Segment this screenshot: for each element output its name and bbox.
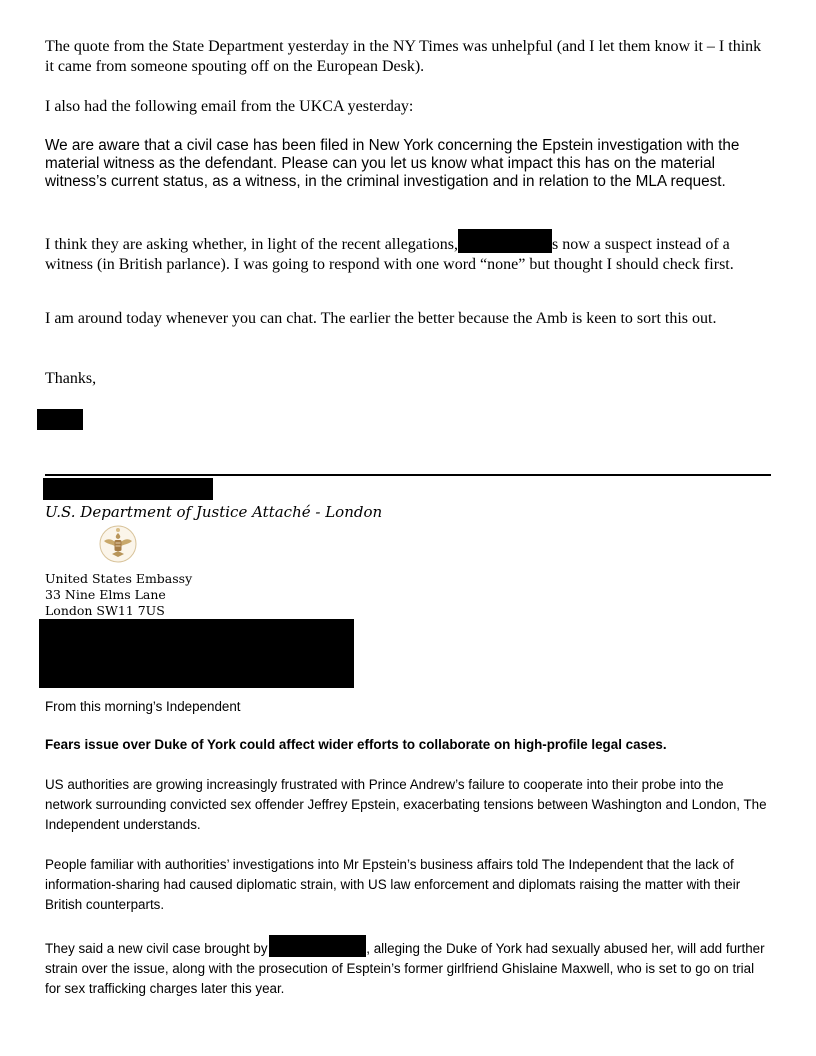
article-paragraph-2: People familiar with authorities’ investigations into Mr Epstein’s business affairs told The Independent that the lack of information-sharing had caused diplomatic strain, with US law enforcement and diplomats raising the matter with their British counterparts. <box>45 857 741 912</box>
signature-divider <box>45 474 771 476</box>
quoted-ukca-email: We are aware that a civil case has been filed in New York concerning the Epstein investigation with the material witness as the defendant. Please can you let us know what impact this has on the material witness’s current status, as a witness, in the criminal investigation and in relation to the MLA request. <box>45 137 740 190</box>
signature-title: U.S. Department of Justice Attaché - London <box>45 503 383 521</box>
redaction-box-name <box>43 478 213 500</box>
embassy-address <box>45 571 192 619</box>
email-paragraph-3-end: s now a suspect instead of a witness (in British parlance). I was going to respond with one word “none” but thought I should check first. <box>45 236 734 273</box>
redaction-box-sender <box>37 409 83 430</box>
email-signoff: Thanks, <box>45 370 97 387</box>
redaction-box <box>458 229 552 253</box>
email-paragraph-3-start: I think they are asking whether, in light of the recent allegations, <box>45 236 459 253</box>
email-paragraph-2: I also had the following email from the UKCA yesterday: <box>45 98 414 115</box>
address-line: United States Embassy <box>45 571 193 586</box>
article-headline: Fears issue over Duke of York could affect wider efforts to collaborate on high-profile legal cases. <box>45 737 667 752</box>
address-line: London SW11 7US <box>45 603 165 618</box>
article-paragraph-3-end: , alleging the Duke of York had sexually abused her, will add further strain over the issue, along with the prosecution of Esptein’s former girlfriend Ghislaine Maxwell, who is set to go on trial for sex trafficking charges later this year. <box>45 941 765 996</box>
article-intro: From this morning’s Independent <box>45 699 241 714</box>
article-paragraph-3 <box>45 935 770 999</box>
redaction-box <box>269 935 366 957</box>
redaction-box-contact <box>39 619 354 688</box>
email-paragraph-4: I am around today whenever you can chat. The earlier the better because the Amb is keen to sort this out. <box>45 310 717 327</box>
address-line: 33 Nine Elms Lane <box>45 587 166 602</box>
email-paragraph-1: The quote from the State Department yesterday in the NY Times was unhelpful (and I let them know it – I think it came from someone spouting off on the European Desk). <box>45 38 762 75</box>
email-paragraph-3 <box>45 229 770 275</box>
article-paragraph-1: US authorities are growing increasingly frustrated with Prince Andrew’s failure to cooperate into their probe into the network surrounding convicted sex offender Jeffrey Epstein, exacerbating tensions between Washington and London, The Independent understands. <box>45 777 767 832</box>
article-paragraph-3-start: They said a new civil case brought by <box>45 941 268 956</box>
us-great-seal-icon <box>98 524 138 564</box>
